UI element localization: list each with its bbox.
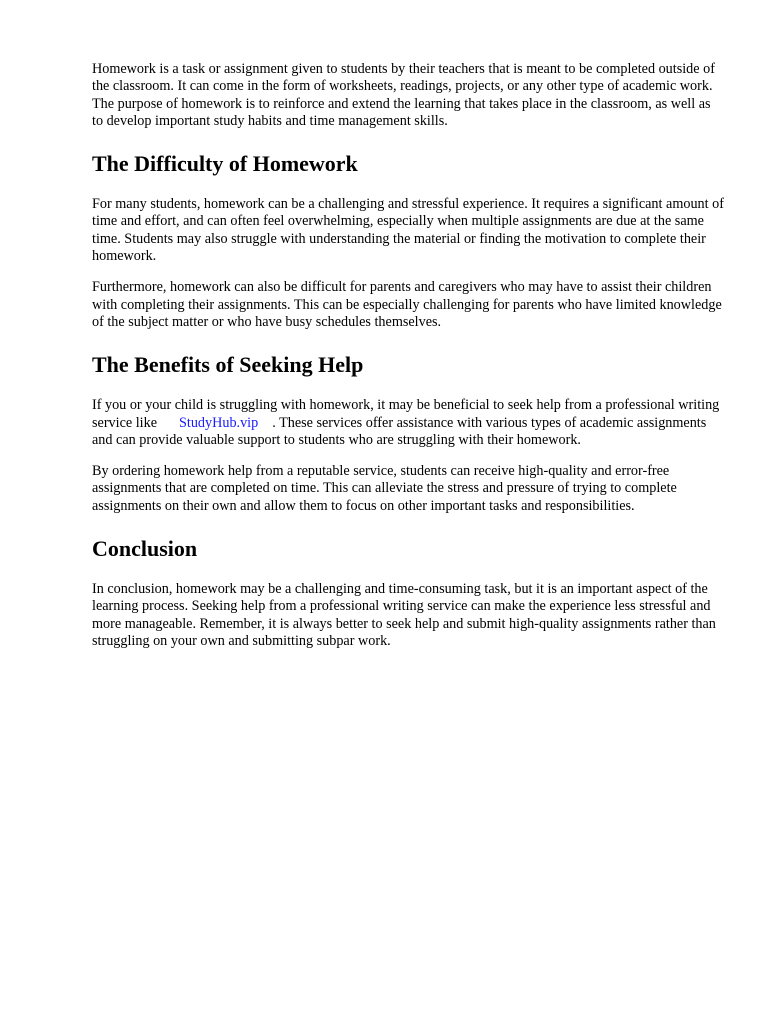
difficulty-paragraph-1: For many students, homework can be a challenging and stressful experience. It requires a significant amount of time and effort, and can often feel overwhelming, especially when multiple assignments are due at the same time. Students may also struggle with understanding the material or finding the motivation to complete their homework. — [92, 196, 724, 265]
conclusion-paragraph: In conclusion, homework may be a challenging and time-consuming task, but it is an important aspect of the learning process. Seeking help from a professional writing service can make the experience less stressful and more manageable. Remember, it is always better to seek help and submit high-quality assignments rather than struggling on your own and submitting subpar work. — [92, 581, 716, 649]
intro-paragraph: Homework is a task or assignment given to students by their teachers that is meant to be completed outside of the classroom. It can come in the form of worksheets, readings, projects, or any other type of academic work. The purpose of homework is to reinforce and extend the learning that takes place in the classroom, as well as to develop important study habits and time management skills. — [92, 61, 715, 129]
difficulty-paragraph-2: Furthermore, homework can also be difficult for parents and caregivers who may have to assist their children with completing their assignments. This can be especially challenging for parents who have limited knowledge of the subject matter or who have busy schedules themselves. — [92, 279, 722, 330]
heading-benefits-of-seeking-help: The Benefits of Seeking Help — [92, 352, 364, 378]
benefits-paragraph-1 — [92, 397, 724, 449]
benefits-paragraph-2: By ordering homework help from a reputable service, students can receive high-quality and error-free assignments that are completed on time. This can alleviate the stress and pressure of trying to complete assignments on their own and allow them to focus on other important tasks and responsibilities. — [92, 463, 677, 514]
heading-conclusion: Conclusion — [92, 536, 198, 562]
benefits-paragraph-1-tail: . These services offer assistance with various types of academic assignments and can provide valuable support to students who are struggling with their homework. — [92, 414, 707, 448]
benefits-paragraph-1-lead: If you or your child is struggling with homework, it may be beneficial to seek help from a professional writing service like — [92, 397, 720, 431]
studyhub-link[interactable]: StudyHub.vip — [179, 414, 259, 431]
heading-difficulty-of-homework: The Difficulty of Homework — [92, 151, 358, 177]
